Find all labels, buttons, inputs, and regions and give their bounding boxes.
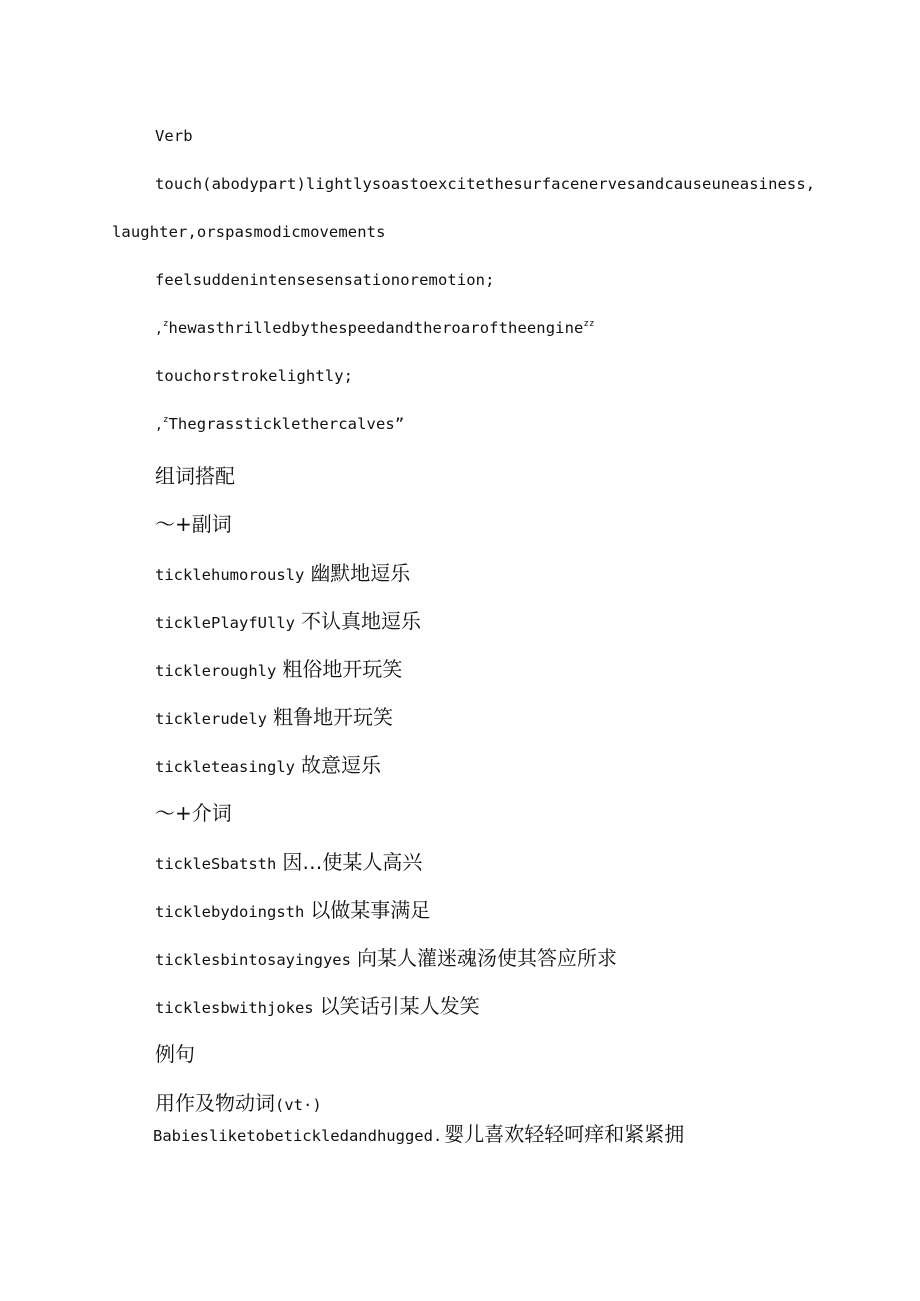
collocation-cn: 粗俗地开玩笑: [282, 657, 403, 681]
collocation-en: ticklesbwithjokes: [155, 999, 314, 1017]
collocation-en: tickleteasingly: [155, 758, 295, 776]
collocation-en: tickleroughly: [155, 662, 277, 680]
collocation-item: [155, 942, 617, 971]
collocation-cn: 粗鲁地开玩笑: [272, 705, 393, 729]
collocation-cn: 以笑话引某人发笑: [319, 994, 480, 1018]
example-3-open-mark: ,: [155, 418, 163, 433]
collocation-item: [155, 557, 410, 586]
example-2: [155, 319, 595, 337]
definition-1-line-2: laughter,orspasmodicmovements: [112, 223, 386, 241]
collocation-item: [155, 605, 421, 634]
preposition-header: ～+介词: [155, 801, 232, 825]
example-3-text: Thegrassticklethercalves”: [168, 415, 405, 433]
adverb-header: ～+副词: [155, 512, 232, 536]
examples-heading: 例句: [155, 1042, 195, 1066]
example-3: [155, 415, 404, 433]
collocation-cn: 不认真地逗乐: [300, 609, 421, 633]
collocation-item: [155, 653, 402, 682]
usage-en: (vt·): [275, 1096, 322, 1114]
collocation-en: ticklesbintosayingyes: [155, 951, 351, 969]
example-2-close-mark: zz: [583, 319, 595, 329]
usage-label: [155, 1087, 322, 1116]
definition-2: feelsuddenintensesensationoremotion;: [155, 271, 495, 289]
collocation-item: [155, 894, 430, 923]
collocation-en: tickleSbatsth: [155, 855, 277, 873]
collocation-en: ticklerudely: [155, 710, 267, 728]
collocation-en: ticklebydoingsth: [155, 903, 305, 921]
pos-label: Verb: [155, 127, 193, 145]
collocation-item: [155, 990, 480, 1019]
example-2-open-mark: ,: [155, 322, 163, 337]
definition-3: touchorstrokelightly;: [155, 367, 354, 385]
collocation-cn: 故意逗乐: [300, 753, 381, 777]
collocation-cn: 向某人灌迷魂汤使其答应所求: [356, 946, 617, 970]
collocation-cn: 因…使某人高兴: [282, 850, 423, 874]
example-2-quote-mark: z: [162, 319, 169, 329]
collocation-en: ticklehumorously: [155, 566, 305, 584]
collocation-item: [155, 749, 381, 778]
collocation-heading: 组词搭配: [155, 464, 235, 488]
collocation-en: ticklePlayfUlly: [155, 614, 295, 632]
example-2-text: hewasthrilledbythespeedandtheroaroftheengine: [168, 319, 584, 337]
example-sentence-cn: 婴儿喜欢轻轻呵痒和紧紧拥: [444, 1122, 685, 1146]
definition-1-line-1: touch(abodypart)lightlysoastoexcitethesurfacenervesandcauseuneasiness,: [155, 175, 816, 193]
example-sentence-en: Babiesliketobetickledandhugged.: [153, 1127, 443, 1145]
usage-cn: 用作及物动词: [155, 1091, 275, 1115]
example-3-quote-mark: z: [162, 415, 169, 425]
collocation-cn: 幽默地逗乐: [310, 561, 411, 585]
collocation-cn: 以做某事满足: [310, 898, 431, 922]
collocation-item: [155, 701, 393, 730]
example-sentence: [153, 1118, 684, 1147]
collocation-item: [155, 846, 422, 875]
